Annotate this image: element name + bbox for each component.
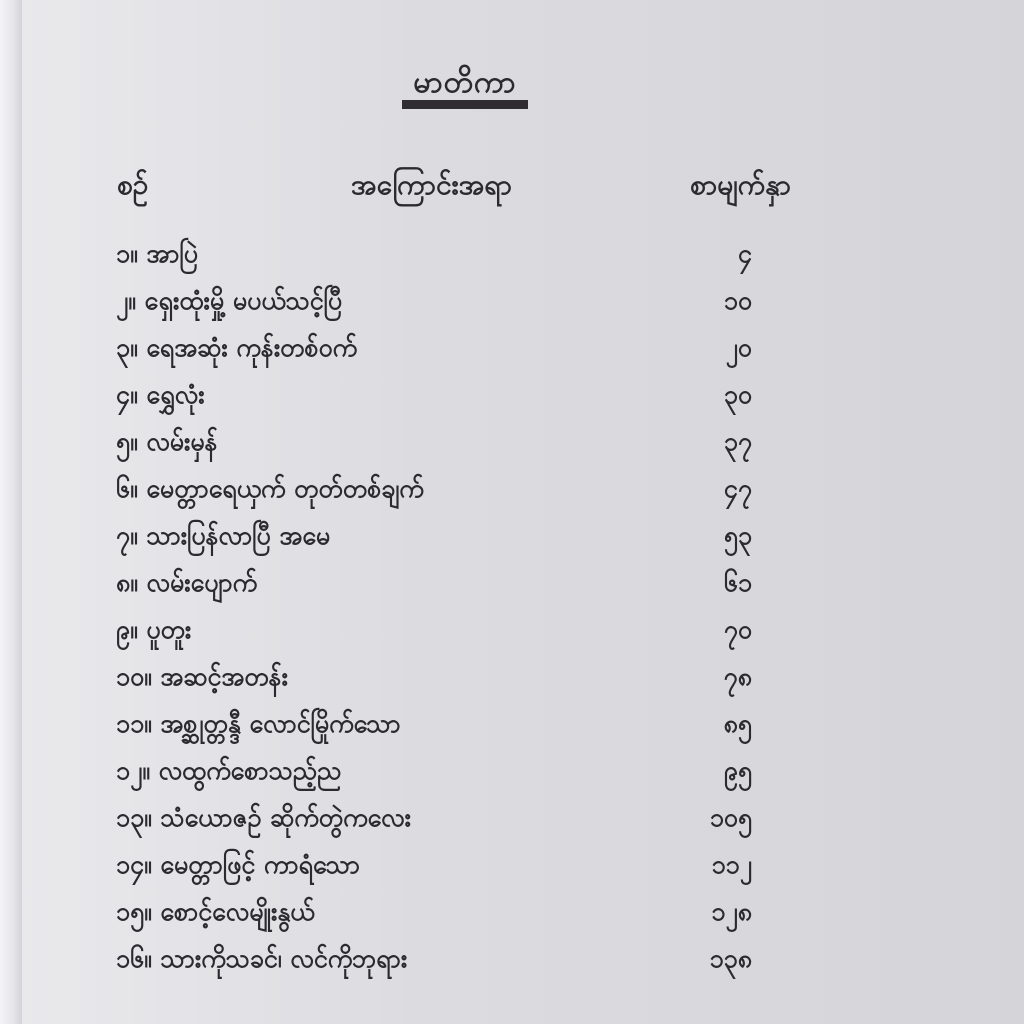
- toc-entry-page: ၂၀: [725, 333, 752, 362]
- toc-entry: [0, 708, 1024, 755]
- toc-entry-title: ၁။ အာပြဲ: [116, 239, 199, 268]
- toc-entry-page: ၈၅: [723, 709, 752, 738]
- toc-entry-page: ၇၀: [723, 615, 752, 644]
- toc-entry-title: ၃။ ရေအဆုံး ကုန်းတစ်ဝက်: [116, 333, 358, 362]
- toc-entry-page: ၄၇: [723, 474, 752, 503]
- table-of-contents: [0, 238, 1024, 990]
- page-title: မာတိကာ: [413, 65, 517, 100]
- toc-entry-title: ၇။ သားပြန်လာပြီ အမေ: [116, 521, 331, 550]
- toc-entry-title: ၁၆။ သားကိုသခင်၊ လင်ကိုဘုရား: [116, 944, 408, 973]
- toc-entry-page: ၁၂၈: [711, 897, 752, 926]
- toc-entry: [0, 332, 1024, 379]
- toc-entry-page: ၆၁: [723, 568, 752, 597]
- toc-entry-page: ၇၈: [723, 662, 752, 691]
- toc-entry-page: ၁၀: [723, 286, 752, 315]
- toc-entry: [0, 896, 1024, 943]
- toc-entry-page: ၄: [737, 239, 752, 268]
- toc-entry-page: ၉၅: [723, 756, 752, 785]
- toc-entry-page: ၁၀၅: [709, 803, 752, 832]
- toc-entry-title: ၁၂။ လထွက်စောသည့်ည: [116, 756, 342, 785]
- toc-entry: [0, 755, 1024, 802]
- toc-entry: [0, 379, 1024, 426]
- toc-entry-title: ၆။ မေတ္တာရေယှက် တုတ်တစ်ချက်: [116, 474, 424, 503]
- title-underline: [402, 100, 528, 109]
- column-header-subject: အကြောင်းအရာ: [351, 168, 512, 201]
- toc-entry: [0, 285, 1024, 332]
- toc-entry: [0, 943, 1024, 990]
- toc-entry-page: ၃၇: [723, 427, 752, 456]
- toc-entry-title: ၂။ ရှေးထုံးမှို့ မပယ်သင့်ပြီ: [116, 286, 343, 315]
- toc-entry: [0, 520, 1024, 567]
- column-header-page: စာမျက်နှာ: [690, 168, 792, 201]
- toc-entry-title: ၁၅။ စောင့်လေမျိုးနွယ်: [116, 897, 315, 926]
- toc-entry: [0, 661, 1024, 708]
- toc-entry: [0, 238, 1024, 285]
- column-header-number: စဉ်: [117, 168, 149, 201]
- toc-entry-title: ၉။ ပူတူး: [116, 615, 192, 644]
- toc-entry-title: ၁၃။ သံယောဇဉ် ဆိုက်တွဲကလေး: [116, 803, 411, 832]
- toc-entry-title: ၅။ လမ်းမှန်: [116, 427, 218, 456]
- toc-entry: [0, 567, 1024, 614]
- toc-entry-page: ၅၃: [723, 521, 752, 550]
- toc-entry-page: ၁၃၈: [709, 944, 752, 973]
- toc-entry-title: ၁၀။ အဆင့်အတန်း: [116, 662, 288, 691]
- toc-entry-title: ၄။ ရွှေလုံး: [116, 380, 205, 409]
- toc-entry: [0, 849, 1024, 896]
- toc-entry-title: ၈။ လမ်းပျောက်: [116, 568, 258, 597]
- toc-entry-page: ၁၁၂: [711, 850, 752, 879]
- toc-entry: [0, 802, 1024, 849]
- toc-entry-title: ၁၄။ မေတ္တာဖြင့် ကာရံသော: [116, 850, 361, 879]
- toc-entry: [0, 614, 1024, 661]
- toc-entry-page: ၃၀: [723, 380, 752, 409]
- toc-entry: [0, 426, 1024, 473]
- toc-entry-title: ၁၁။ အစ္ဆုတ္တန္ဒီ လောင်မြိုက်သော: [116, 709, 401, 738]
- toc-entry: [0, 473, 1024, 520]
